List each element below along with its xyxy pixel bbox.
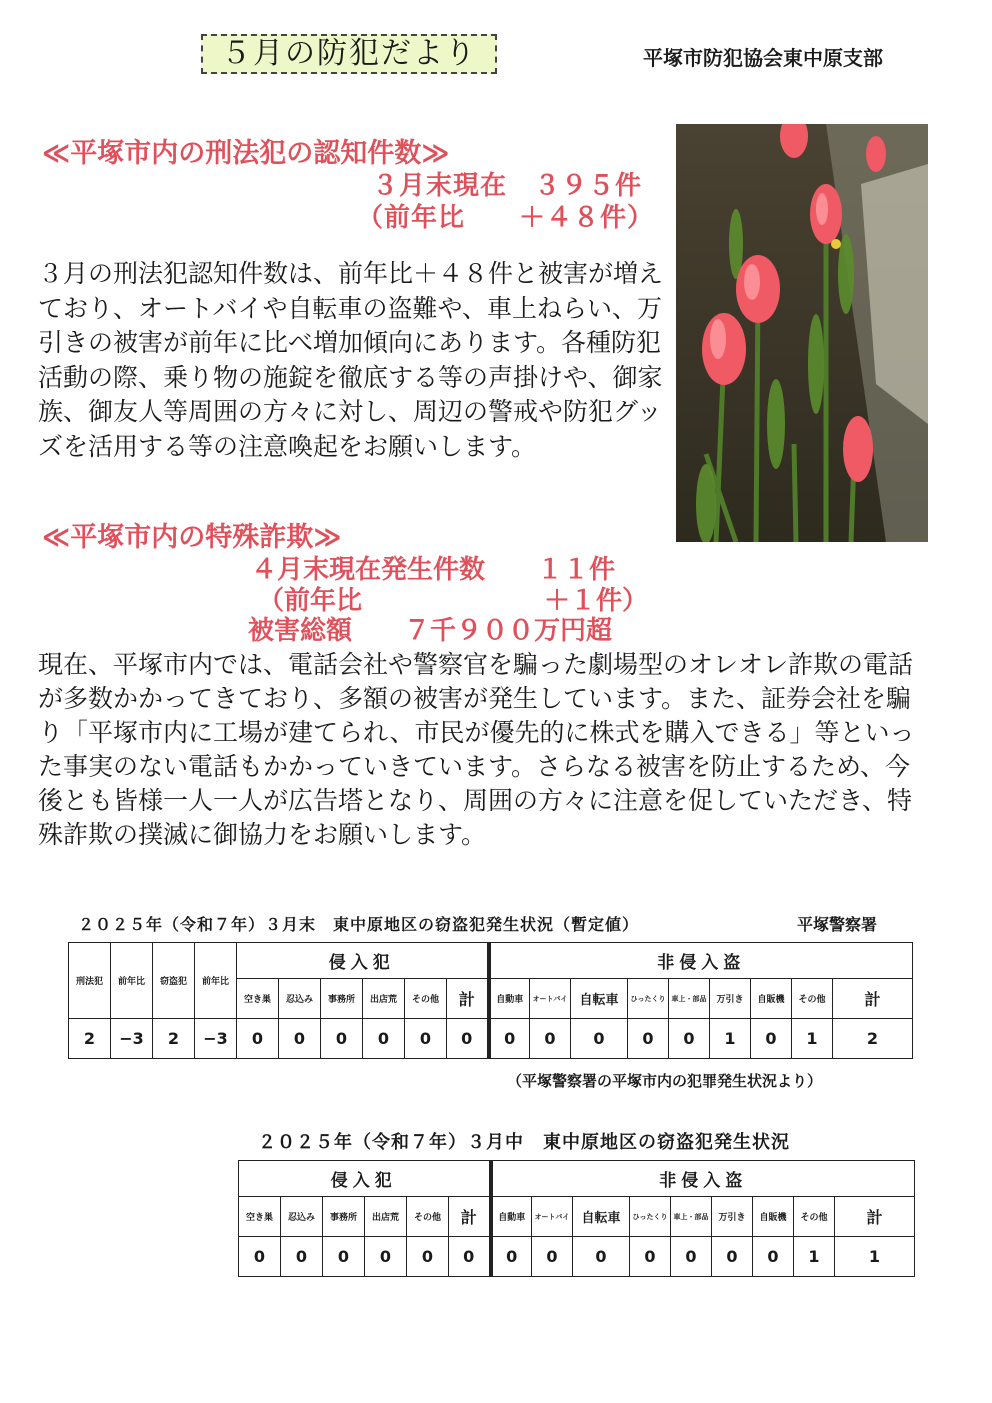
value-akisu: 0 [237, 1019, 279, 1059]
header-non-intrusion-total: 計 [835, 1197, 915, 1237]
section1-body: ３月の刑法犯認知件数は、前年比＋４８件と被害が増えており、オートバイや自転車の盗難や、車上ねらい、万引きの被害が前年に比べ増加傾向にあります。各種防犯活動の際、乗り物の施錠を徹底する等の声掛けや、御家族、御友人等周囲の方々に対し、周辺の警戒や防犯グッズを活用する等の注意喚起をお願いします。 [38, 259, 664, 461]
section1-stat-yoy: （前年比 ＋４８件） [357, 203, 655, 233]
value-yoy-penal: −3 [111, 1019, 153, 1059]
header-non-intrusion-total: 計 [833, 979, 913, 1019]
table2-caption: ２０２５年（令和７年）３月中 東中原地区の窃盗犯発生状況 [258, 1132, 790, 1153]
header-theft: 窃盗犯 [153, 943, 195, 1019]
header-demise-are: 出店荒 [363, 979, 405, 1019]
header-bicycle: 自転車 [573, 1197, 630, 1237]
section1-stat-count: ３月末現在 ３９５件 [372, 171, 643, 201]
header-yoy-penal: 前年比 [111, 943, 153, 1019]
theft-table-march-end [68, 942, 913, 1059]
value-motorcycle: 0 [530, 1019, 571, 1059]
value-shoplifting: 1 [710, 1019, 751, 1059]
value-bicycle: 0 [571, 1019, 628, 1059]
value-snatching: 0 [628, 1019, 669, 1059]
value-car: 0 [491, 1237, 532, 1277]
header-akisu: 空き巣 [237, 979, 279, 1019]
header-intrusion-other: その他 [405, 979, 447, 1019]
header-shoplifting: 万引き [712, 1197, 753, 1237]
header-shinobikomi: 忍込み [281, 1197, 323, 1237]
value-car-parts: 0 [669, 1019, 710, 1059]
header-motorcycle: オートバイ [530, 979, 571, 1019]
section2-stat-count: ４月末現在発生件数 １１件 [251, 555, 616, 585]
header-shinobikomi: 忍込み [279, 979, 321, 1019]
group-non-intrusion: 非侵入盗 [491, 1161, 915, 1197]
header-non-intrusion-other: その他 [794, 1197, 835, 1237]
header-demise-are: 出店荒 [365, 1197, 407, 1237]
value-intrusion-total: 0 [447, 1019, 489, 1059]
group-non-intrusion: 非侵入盗 [489, 943, 913, 979]
organization-name: 平塚市防犯協会東中原支部 [643, 46, 883, 70]
value-bicycle: 0 [573, 1237, 630, 1277]
value-shinobikomi: 0 [279, 1019, 321, 1059]
value-non-intrusion-total: 1 [835, 1237, 915, 1277]
value-non-intrusion-other: 1 [792, 1019, 833, 1059]
table1-agency: 平塚警察署 [797, 915, 878, 934]
section2-body: 現在、平塚市内では、電話会社や警察官を騙った劇場型のオレオレ詐欺の電話が多数かかってきており、多額の被害が発生しています。また、証券会社を騙り「平塚市内に工場が建てられ、市民が優先的に株式を購入できる」等といった事実のない電話もかかっていきています。さらなる被害を防止するため、今後とも皆様一人一人が広告塔となり、周囲の方々に注意を促していただき、特殊詐欺の撲滅に御協力をお願いします。 [38, 650, 915, 849]
header-car-parts: 車上・部品 [669, 979, 710, 1019]
value-non-intrusion-total: 2 [833, 1019, 913, 1059]
value-demise-are: 0 [363, 1019, 405, 1059]
header-intrusion-total: 計 [449, 1197, 491, 1237]
section2-stat-yoy: （前年比 ＋１件） [258, 586, 649, 616]
header-intrusion-other: その他 [407, 1197, 449, 1237]
section2-heading: ≪平塚市内の特殊詐欺≫ [42, 522, 342, 553]
value-shoplifting: 0 [712, 1237, 753, 1277]
group-intrusion: 侵入犯 [239, 1161, 491, 1197]
value-snatching: 0 [630, 1237, 671, 1277]
value-theft: 2 [153, 1019, 195, 1059]
value-car-parts: 0 [671, 1237, 712, 1277]
header-penal-crime: 刑法犯 [69, 943, 111, 1019]
value-yoy-theft: −3 [195, 1019, 237, 1059]
value-shinobikomi: 0 [281, 1237, 323, 1277]
header-snatching: ひったくり [628, 979, 669, 1019]
header-snatching: ひったくり [630, 1197, 671, 1237]
group-intrusion: 侵入犯 [237, 943, 489, 979]
value-jimusho: 0 [321, 1019, 363, 1059]
header-car: 自動車 [489, 979, 530, 1019]
section2-stat-damage: 被害総額 ７千９００万円超 [248, 616, 613, 646]
header-vending: 自販機 [751, 979, 792, 1019]
value-intrusion-other: 0 [405, 1019, 447, 1059]
value-demise-are: 0 [365, 1237, 407, 1277]
header-car: 自動車 [491, 1197, 532, 1237]
value-intrusion-total: 0 [449, 1237, 491, 1277]
value-car: 0 [489, 1019, 530, 1059]
header-motorcycle: オートバイ [532, 1197, 573, 1237]
header-yoy-theft: 前年比 [195, 943, 237, 1019]
table1-caption: ２０２５年（令和７年）３月末 東中原地区の窃盗犯発生状況（暫定値） [78, 915, 640, 934]
value-jimusho: 0 [323, 1237, 365, 1277]
table1-source: （平塚警察署の平塚市内の犯罪発生状況より） [507, 1072, 823, 1090]
tulip-photo [676, 124, 928, 542]
header-vending: 自販機 [753, 1197, 794, 1237]
value-motorcycle: 0 [532, 1237, 573, 1277]
section1-heading: ≪平塚市内の刑法犯の認知件数≫ [42, 138, 450, 169]
header-bicycle: 自転車 [571, 979, 628, 1019]
header-car-parts: 車上・部品 [671, 1197, 712, 1237]
page-title: ５月の防犯だより [201, 34, 497, 74]
value-intrusion-other: 0 [407, 1237, 449, 1277]
value-vending: 0 [751, 1019, 792, 1059]
header-jimusho: 事務所 [323, 1197, 365, 1237]
value-non-intrusion-other: 1 [794, 1237, 835, 1277]
header-shoplifting: 万引き [710, 979, 751, 1019]
header-jimusho: 事務所 [321, 979, 363, 1019]
header-akisu: 空き巣 [239, 1197, 281, 1237]
tulip-photo-illustration [676, 124, 928, 542]
value-penal-crime: 2 [69, 1019, 111, 1059]
value-akisu: 0 [239, 1237, 281, 1277]
theft-table-march [238, 1160, 915, 1277]
value-vending: 0 [753, 1237, 794, 1277]
header-intrusion-total: 計 [447, 979, 489, 1019]
header-non-intrusion-other: その他 [792, 979, 833, 1019]
